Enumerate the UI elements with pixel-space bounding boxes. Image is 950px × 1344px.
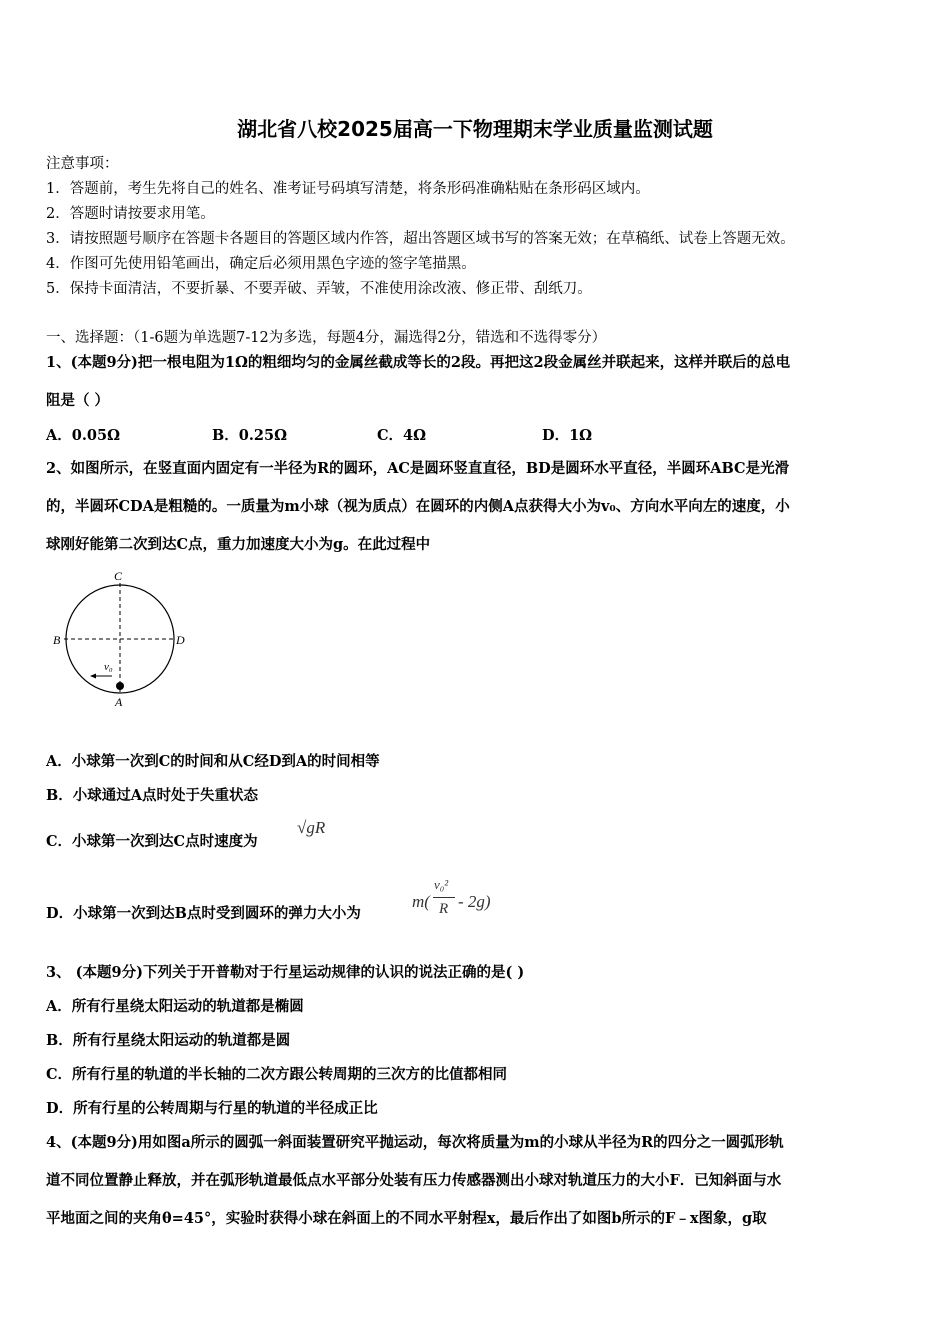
question-3-stem: 3、 (本题9分)下列关于开普勒对于行星运动规律的认识的说法正确的是( ) bbox=[46, 964, 525, 981]
q1-option-b: B．0.25Ω bbox=[212, 427, 287, 444]
fraction-bar bbox=[433, 897, 455, 898]
notice-heading: 注意事项： bbox=[46, 156, 119, 172]
label-b: B bbox=[53, 633, 61, 647]
label-v0: v₀ bbox=[104, 661, 113, 673]
q2-option-c: C．小球第一次到达C点时速度为 bbox=[46, 833, 258, 850]
question-2-line: 的，半圆环CDA是粗糙的。一质量为m小球（视为质点）在圆环的内侧A点获得大小为v₀、方向水平向左的速度，小 bbox=[46, 498, 790, 515]
notice-item: 4．作图可先使用铅笔画出，确定后必须用黑色字迹的签字笔描黑。 bbox=[46, 256, 476, 272]
label-c: C bbox=[114, 569, 123, 583]
q1-option-a: A．0.05Ω bbox=[46, 427, 120, 444]
question-4-line: 道不同位置静止释放，并在弧形轨道最低点水平部分处装有压力传感器测出小球对轨道压力的大小F．已知斜面与水 bbox=[46, 1172, 782, 1189]
section-heading: 一、选择题：（1-6题为单选题7-12为多选，每题4分，漏选得2分，错选和不选得零分） bbox=[46, 330, 607, 346]
question-1-line: 1、(本题9分)把一根电阻为1Ω的粗细均匀的金属丝截成等长的2段。再把这2段金属丝并联起来，这样并联后的总电 bbox=[46, 354, 791, 371]
q3-option-d: D．所有行星的公转周期与行星的轨道的半径成正比 bbox=[46, 1100, 378, 1117]
question-1-line: 阻是（ ） bbox=[46, 392, 110, 409]
notice-item: 3．请按照题号顺序在答题卡各题目的答题区域内作答，超出答题区域书写的答案无效；在草稿纸、试卷上答题无效。 bbox=[46, 231, 795, 247]
formula-suffix: - 2g) bbox=[458, 892, 491, 911]
q3-option-c: C．所有行星的轨道的半长轴的二次方跟公转周期的三次方的比值都相同 bbox=[46, 1066, 508, 1083]
q1-option-c: C．4Ω bbox=[377, 427, 427, 444]
formula-prefix: m( bbox=[412, 892, 430, 911]
question-4-line: 平地面之间的夹角θ=45°，实验时获得小球在斜面上的不同水平射程x，最后作出了如图b所示的F﹣x图象，g取 bbox=[46, 1210, 767, 1227]
q2-option-a: A．小球第一次到C的时间和从C经D到A的时间相等 bbox=[46, 753, 380, 770]
label-d: D bbox=[176, 633, 185, 647]
q3-option-b: B．所有行星绕太阳运动的轨道都是圆 bbox=[46, 1032, 291, 1049]
formula-denominator: R bbox=[439, 901, 449, 917]
ball-icon bbox=[116, 682, 124, 690]
question-4-line: 4、(本题9分)用如图a所示的圆弧一斜面装置研究平抛运动，每次将质量为m的小球从半径为R的四分之一圆弧形轨 bbox=[46, 1134, 784, 1151]
label-a: A bbox=[115, 695, 123, 709]
q2-option-d: D．小球第一次到达B点时受到圆环的弹力大小为 bbox=[46, 905, 361, 922]
sqrt-gr-formula: √gR bbox=[297, 818, 326, 837]
notice-item: 2．答题时请按要求用笔。 bbox=[46, 206, 215, 222]
circle-figure bbox=[50, 565, 200, 715]
arrow-left-icon bbox=[90, 674, 96, 679]
question-2-line: 2、如图所示，在竖直面内固定有一半径为R的圆环，AC是圆环竖直直径，BD是圆环水平直径，半圆环ABC是光滑 bbox=[46, 460, 790, 477]
question-2-line: 球刚好能第二次到达C点，重力加速度大小为g。在此过程中 bbox=[46, 536, 431, 553]
formula-numerator: v₀² bbox=[434, 877, 449, 892]
q1-option-d: D．1Ω bbox=[542, 427, 593, 444]
notice-item: 5．保持卡面清洁，不要折暴、不要弄破、弄皱，不准使用涂改液、修正带、刮纸刀。 bbox=[46, 281, 592, 297]
q2-option-b: B．小球通过A点时处于失重状态 bbox=[46, 787, 259, 804]
q3-option-a: A．所有行星绕太阳运动的轨道都是椭圆 bbox=[46, 998, 304, 1015]
notice-item: 1．答题前，考生先将自己的姓名、准考证号码填写清楚，将条形码准确粘贴在条形码区域内。 bbox=[46, 181, 650, 197]
page-title: 湖北省八校2025届高一下物理期末学业质量监测试题 bbox=[237, 117, 713, 141]
